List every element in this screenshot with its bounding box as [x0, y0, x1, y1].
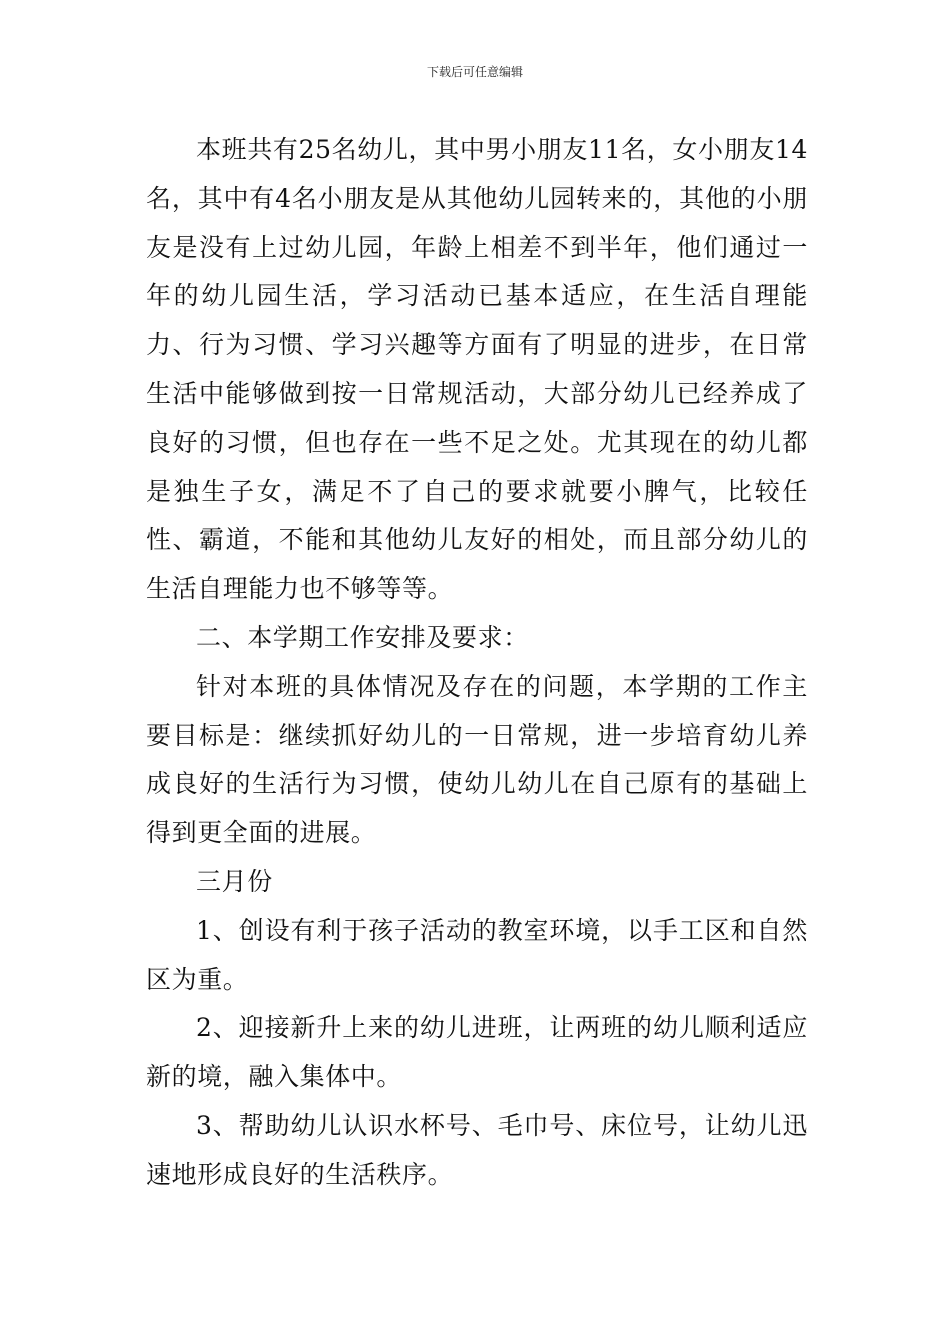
section-heading-work-plan: 二、本学期工作安排及要求：	[196, 622, 529, 652]
document-body	[146, 126, 808, 1200]
list-item-1: 1、创设有利于孩子活动的教室环境，以手工区和自然区为重。	[146, 915, 808, 994]
month-heading-march: 三月份	[196, 866, 273, 896]
paragraph-class-overview: 本班共有25名幼儿，其中男小朋友11名，女小朋友14名，其中有4名小朋友是从其他幼儿园转来的，其他的小朋友是没有上过幼儿园，年龄上相差不到半年，他们通过一年的幼儿园生活，学习活动已基本适应，在生活自理能力、行为习惯、学习兴趣等方面有了明显的进步，在日常生活中能够做到按一日常规活动，大部分幼儿已经养成了良好的习惯，但也存在一些不足之处。尤其现在的幼儿都是独生子女，满足不了自己的要求就要小脾气，比较任性、霸道，不能和其他幼儿友好的相处，而且部分幼儿的生活自理能力也不够等等。	[146, 135, 808, 604]
list-item-3: 3、帮助幼儿认识水杯号、毛巾号、床位号，让幼儿迅速地形成良好的生活秩序。	[146, 1110, 808, 1189]
list-item-2: 2、迎接新升上来的幼儿进班，让两班的幼儿顺利适应新的境，融入集体中。	[146, 1013, 808, 1092]
page-header-note: 下载后可任意编辑	[426, 65, 523, 79]
paragraph-goals: 针对本班的具体情况及存在的问题，本学期的工作主要目标是：继续抓好幼儿的一日常规，进一步培育幼儿养成良好的生活行为习惯，使幼儿幼儿在自己原有的基础上得到更全面的进展。	[146, 671, 808, 848]
